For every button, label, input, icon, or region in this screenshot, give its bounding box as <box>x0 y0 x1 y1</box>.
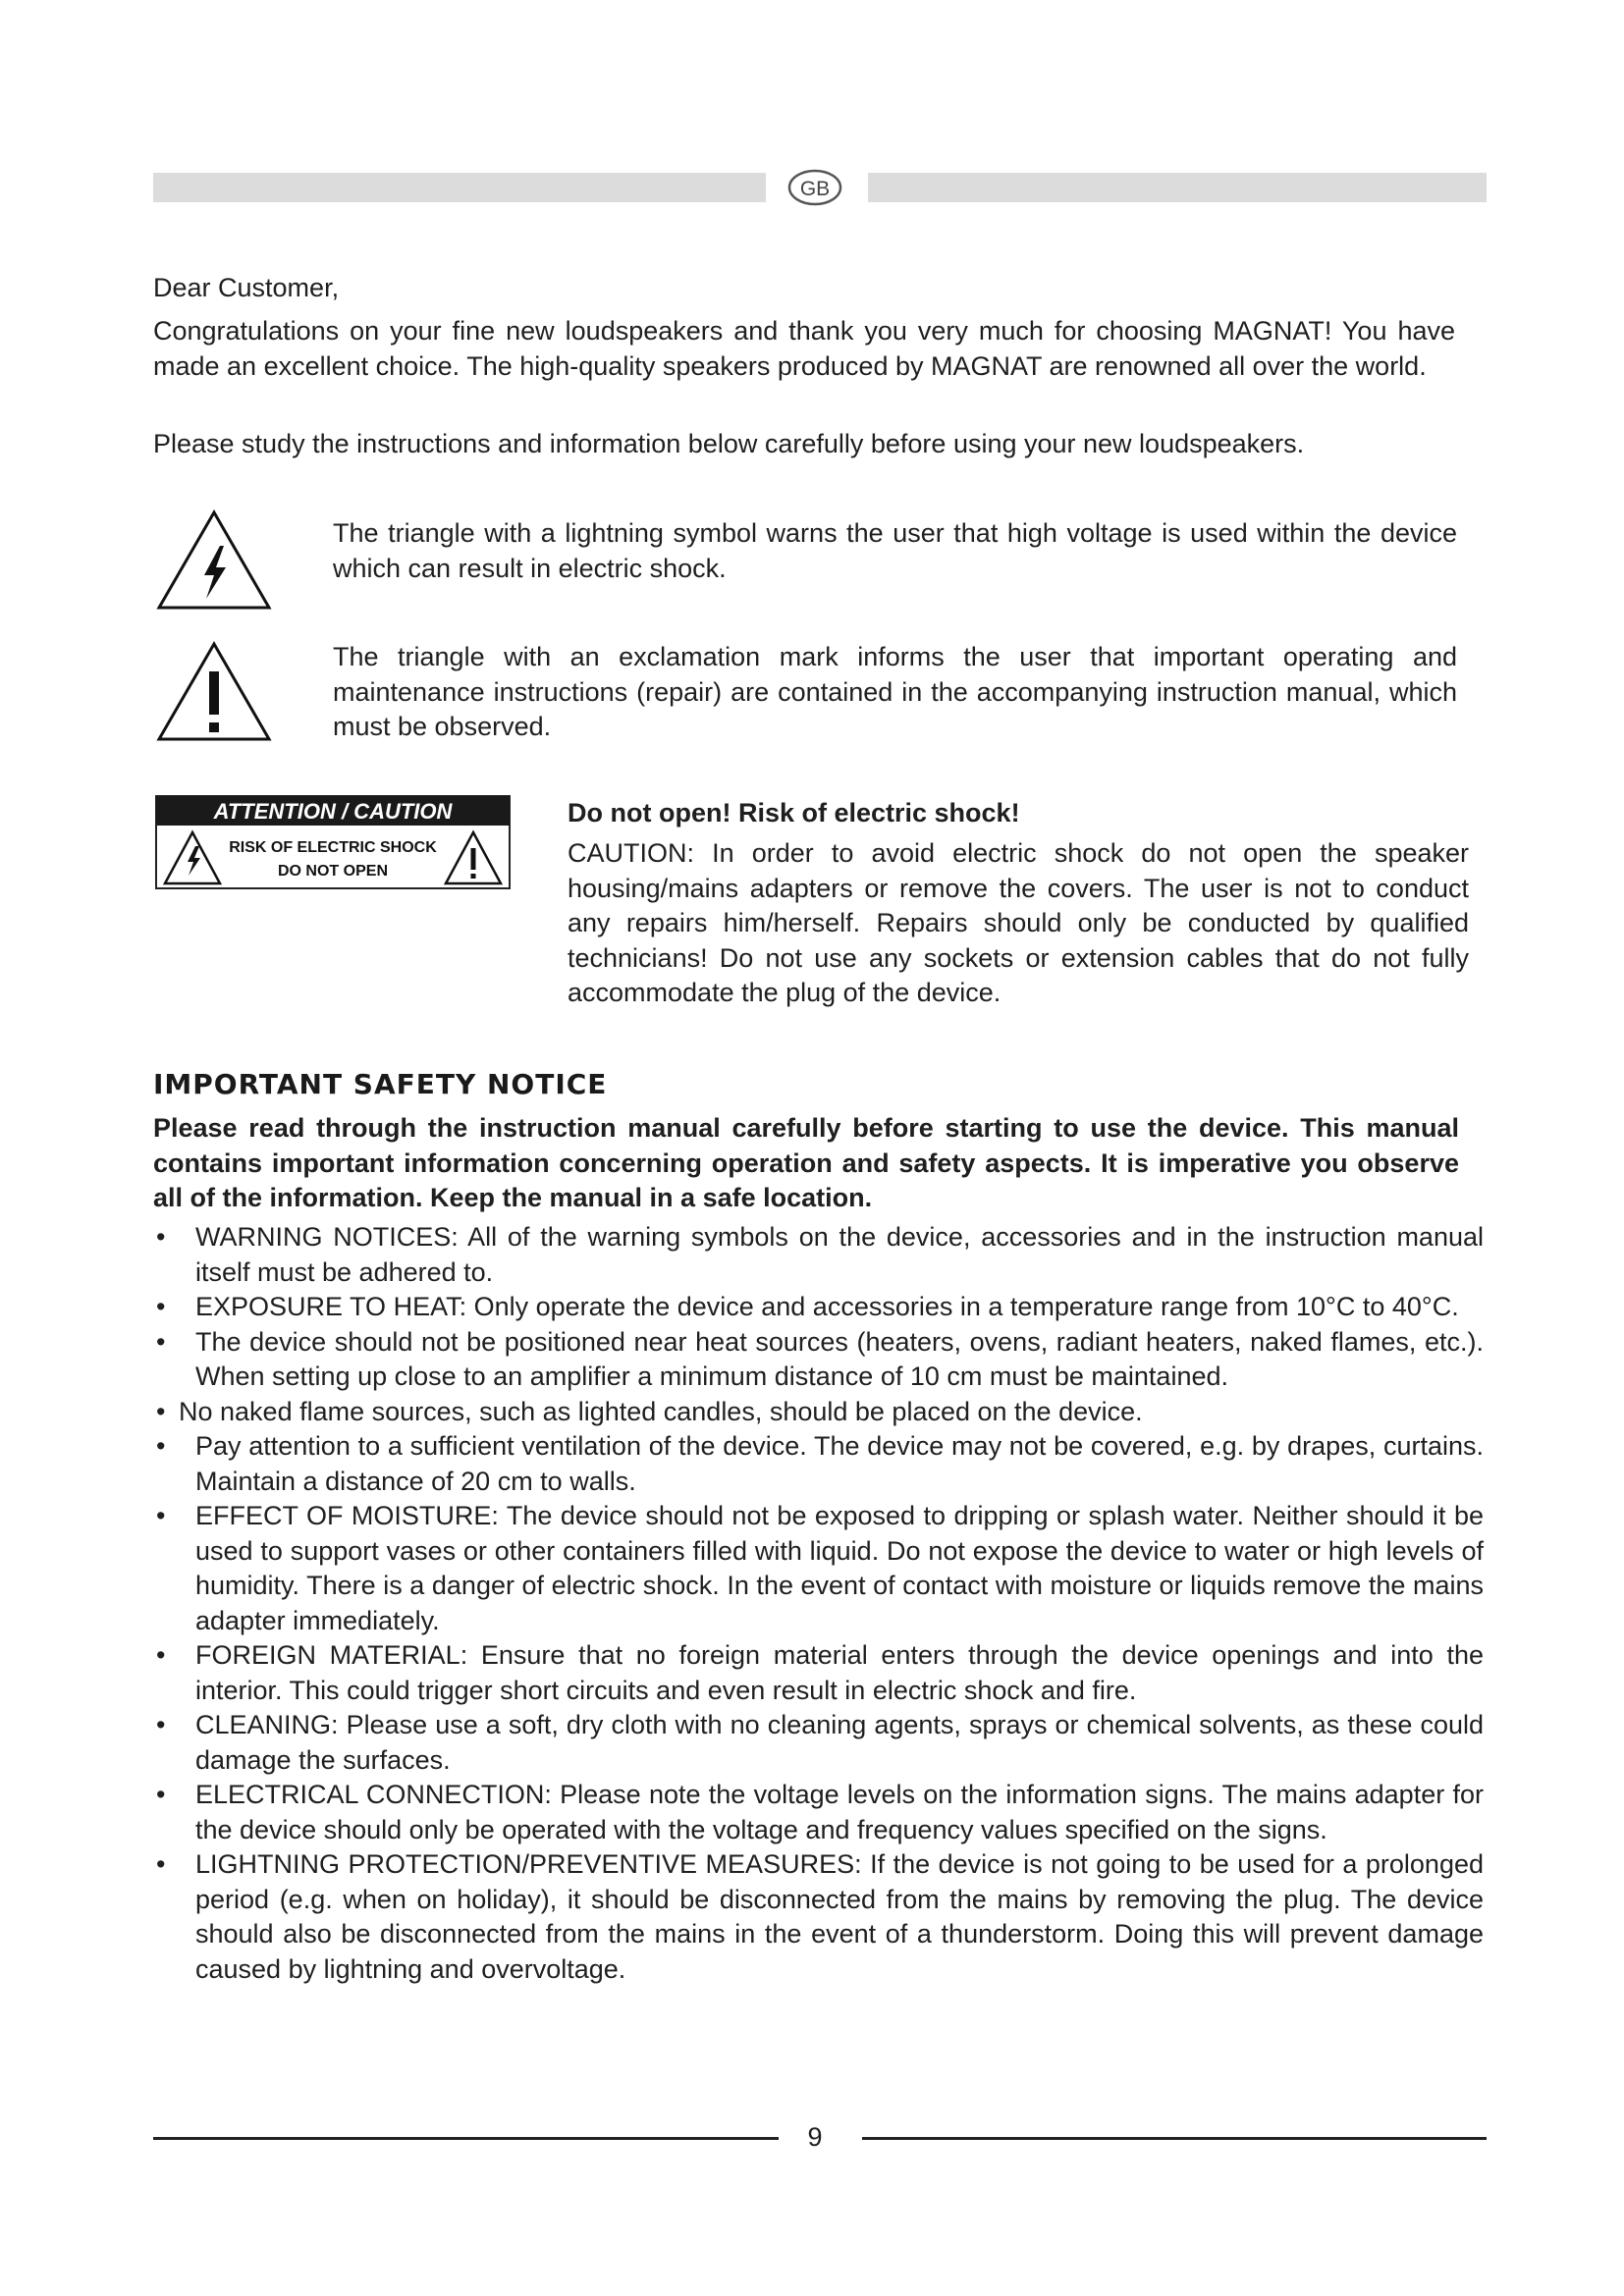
safety-list <box>156 1220 1484 1987</box>
lightning-symbol-description: The triangle with a lightning symbol warns the user that high voltage is used within the device which can result in electric shock. <box>333 518 1457 583</box>
list-item: • The device should not be positioned near heat sources (heaters, ovens, radiant heaters, naked flames, etc.). When setting up close to an amplifier a minimum distance of 10 cm must be maintained. <box>156 1325 1484 1395</box>
lightning-warning-icon <box>155 508 273 612</box>
caution-heading: Do not open! Risk of electric shock! <box>568 798 1020 828</box>
list-item: • Pay attention to a sufficient ventilation of the device. The device may not be covered, e.g. by drapes, curtains. Maintain a distance of 20 cm to walls. <box>156 1429 1484 1499</box>
attention-caution-label <box>155 795 511 889</box>
language-badge <box>785 167 844 208</box>
list-item: • EXPOSURE TO HEAT: Only operate the device and accessories in a temperature range from 10°C to 40°C. <box>156 1290 1484 1325</box>
list-item: • No naked flame sources, such as lighted candles, should be placed on the device. <box>156 1395 1484 1430</box>
greeting: Dear Customer, <box>153 273 340 302</box>
page-number: 9 <box>807 2122 823 2152</box>
header-bar-right <box>868 173 1487 202</box>
exclamation-symbol-description: The triangle with an exclamation mark informs the user that important operating and maintenance instructions (repair) are contained in the accompanying instruction manual, which must be observed. <box>333 642 1457 741</box>
caution-text: CAUTION: In order to avoid electric shock do not open the speaker housing/mains adapters or remove the covers. The user is not to conduct any repairs him/herself. Repairs should only be conducted by qualified technicians! Do not use any sockets or extension cables that do not fully accommodate the plug of the device. <box>568 838 1469 1007</box>
safety-notice-lead: Please read through the instruction manual carefully before starting to use the device. This manual contains important information concerning operation and safety aspects. It is imperative you observe all of the information. Keep the manual in a safe location. <box>153 1113 1459 1212</box>
svg-text:RISK OF ELECTRIC SHOCK: RISK OF ELECTRIC SHOCK <box>229 839 437 856</box>
list-item: • CLEANING: Please use a soft, dry cloth with no cleaning agents, sprays or chemical solvents, as these could damage the surfaces. <box>156 1708 1484 1778</box>
svg-text:GB: GB <box>799 178 831 200</box>
list-item: • EFFECT OF MOISTURE: The device should not be exposed to dripping or splash water. Neither should it be used to support vases or other containers filled with liquid. Do not expose the device to water or high levels of humidity. There is a danger of electric shock. In the event of contact with moisture or liquids remove the mains adapter immediately. <box>156 1499 1484 1638</box>
exclamation-warning-icon <box>155 640 273 743</box>
list-item: • LIGHTNING PROTECTION/PREVENTIVE MEASURES: If the device is not going to be used for a prolonged period (e.g. when on holiday), it should be disconnected from the mains by removing the plug. The device should also be disconnected from the mains in the event of a thunderstorm. Doing this will prevent damage caused by lightning and overvoltage. <box>156 1847 1484 1987</box>
svg-text:ATTENTION / CAUTION: ATTENTION / CAUTION <box>213 799 453 824</box>
footer-rule-left <box>153 2137 779 2140</box>
header-bar-left <box>153 173 766 202</box>
intro-instructions: Please study the instructions and information below carefully before using your new loudspeakers. <box>153 429 1305 458</box>
footer-rule-right <box>862 2137 1487 2140</box>
list-item: • ELECTRICAL CONNECTION: Please note the voltage levels on the information signs. The mains adapter for the device should only be operated with the voltage and frequency values specified on the signs. <box>156 1778 1484 1847</box>
intro-paragraph: Congratulations on your fine new loudspeakers and thank you very much for choosing MAGNAT! You have made an excellent choice. The high-quality speakers produced by MAGNAT are renowned all over the world. <box>153 316 1455 381</box>
list-item: • FOREIGN MATERIAL: Ensure that no foreign material enters through the device openings and into the interior. This could trigger short circuits and even result in electric shock and fire. <box>156 1638 1484 1708</box>
safety-notice-title: IMPORTANT SAFETY NOTICE <box>153 1068 608 1100</box>
list-item: • WARNING NOTICES: All of the warning symbols on the device, accessories and in the instruction manual itself must be adhered to. <box>156 1220 1484 1290</box>
svg-text:DO NOT OPEN: DO NOT OPEN <box>277 863 389 880</box>
